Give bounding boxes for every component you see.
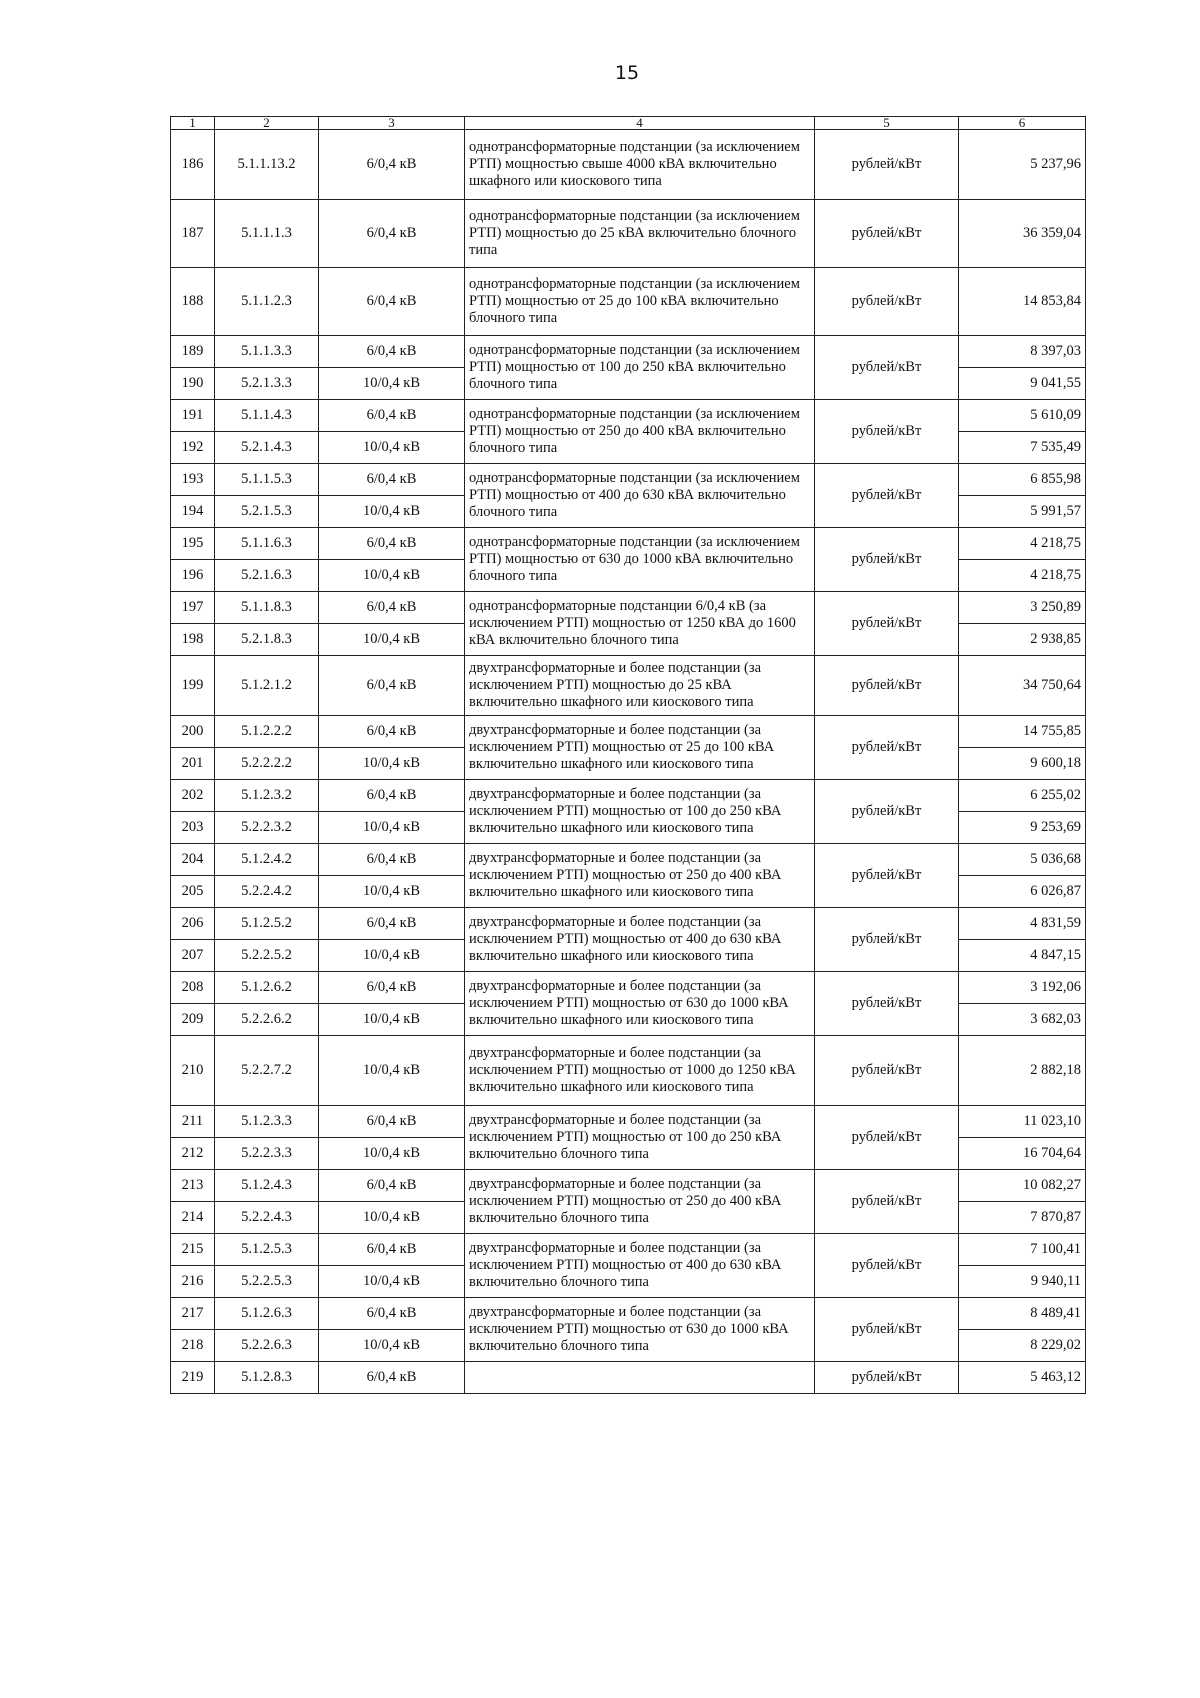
voltage-class: 10/0,4 кВ bbox=[319, 876, 465, 908]
tariff-code: 5.1.2.2.2 bbox=[215, 716, 319, 748]
tariff-code: 5.1.1.1.3 bbox=[215, 200, 319, 268]
row-number: 198 bbox=[171, 624, 215, 656]
substation-description: однотрансформаторные подстанции (за исключением РТП) мощностью от 630 до 1000 кВА включительно блочного типа bbox=[465, 528, 815, 592]
row-number: 215 bbox=[171, 1234, 215, 1266]
voltage-class: 10/0,4 кВ bbox=[319, 1036, 465, 1106]
table-row bbox=[171, 400, 1086, 432]
substation-description: однотрансформаторные подстанции (за исключением РТП) мощностью от 400 до 630 кВА включительно блочного типа bbox=[465, 464, 815, 528]
unit-of-measure: рублей/кВт bbox=[815, 1298, 959, 1362]
table-row bbox=[171, 1170, 1086, 1202]
rate-value: 5 991,57 bbox=[959, 496, 1086, 528]
rate-value: 4 847,15 bbox=[959, 940, 1086, 972]
tariff-code: 5.2.2.3.2 bbox=[215, 812, 319, 844]
voltage-class: 6/0,4 кВ bbox=[319, 780, 465, 812]
table-row bbox=[171, 716, 1086, 748]
row-number: 207 bbox=[171, 940, 215, 972]
table-row bbox=[171, 1234, 1086, 1266]
rate-value: 9 041,55 bbox=[959, 368, 1086, 400]
rate-value: 8 397,03 bbox=[959, 336, 1086, 368]
rate-value: 36 359,04 bbox=[959, 200, 1086, 268]
voltage-class: 10/0,4 кВ bbox=[319, 496, 465, 528]
rate-value: 14 755,85 bbox=[959, 716, 1086, 748]
row-number: 186 bbox=[171, 130, 215, 200]
tariff-code: 5.1.1.8.3 bbox=[215, 592, 319, 624]
row-number: 201 bbox=[171, 748, 215, 780]
rate-value: 3 192,06 bbox=[959, 972, 1086, 1004]
header-row bbox=[171, 117, 1086, 130]
rate-value: 5 463,12 bbox=[959, 1362, 1086, 1394]
tariff-code: 5.1.1.2.3 bbox=[215, 268, 319, 336]
voltage-class: 6/0,4 кВ bbox=[319, 656, 465, 716]
voltage-class: 10/0,4 кВ bbox=[319, 432, 465, 464]
voltage-class: 6/0,4 кВ bbox=[319, 1234, 465, 1266]
unit-of-measure: рублей/кВт bbox=[815, 200, 959, 268]
table-row bbox=[171, 908, 1086, 940]
rate-value: 16 704,64 bbox=[959, 1138, 1086, 1170]
table-row bbox=[171, 1362, 1086, 1394]
rate-value: 5 036,68 bbox=[959, 844, 1086, 876]
tariff-code: 5.1.2.5.3 bbox=[215, 1234, 319, 1266]
tariff-code: 5.2.2.2.2 bbox=[215, 748, 319, 780]
table-row bbox=[171, 972, 1086, 1004]
table-row bbox=[171, 592, 1086, 624]
table-row bbox=[171, 1036, 1086, 1106]
voltage-class: 6/0,4 кВ bbox=[319, 1298, 465, 1330]
tariff-code: 5.1.1.4.3 bbox=[215, 400, 319, 432]
tariff-code: 5.1.2.6.3 bbox=[215, 1298, 319, 1330]
rate-value: 7 870,87 bbox=[959, 1202, 1086, 1234]
table-row bbox=[171, 656, 1086, 716]
tariff-code: 5.1.1.3.3 bbox=[215, 336, 319, 368]
substation-description: двухтрансформаторные и более подстанции (за исключением РТП) мощностью до 25 кВА включительно шкафного или киоскового типа bbox=[465, 656, 815, 716]
voltage-class: 10/0,4 кВ bbox=[319, 1138, 465, 1170]
tariff-code: 5.1.2.4.3 bbox=[215, 1170, 319, 1202]
tariff-code: 5.1.1.5.3 bbox=[215, 464, 319, 496]
rate-value: 11 023,10 bbox=[959, 1106, 1086, 1138]
voltage-class: 10/0,4 кВ bbox=[319, 1004, 465, 1036]
unit-of-measure: рублей/кВт bbox=[815, 336, 959, 400]
unit-of-measure: рублей/кВт bbox=[815, 1234, 959, 1298]
substation-description: однотрансформаторные подстанции (за исключением РТП) мощностью свыше 4000 кВА включительно шкафного или киоскового типа bbox=[465, 130, 815, 200]
row-number: 217 bbox=[171, 1298, 215, 1330]
tariff-code: 5.1.2.3.3 bbox=[215, 1106, 319, 1138]
substation-description: однотрансформаторные подстанции (за исключением РТП) мощностью до 25 кВА включительно блочного типа bbox=[465, 200, 815, 268]
rate-value: 8 489,41 bbox=[959, 1298, 1086, 1330]
row-number: 192 bbox=[171, 432, 215, 464]
rate-value: 9 940,11 bbox=[959, 1266, 1086, 1298]
substation-description: двухтрансформаторные и более подстанции (за исключением РТП) мощностью от 25 до 100 кВА включительно шкафного или киоскового типа bbox=[465, 716, 815, 780]
row-number: 188 bbox=[171, 268, 215, 336]
voltage-class: 10/0,4 кВ bbox=[319, 1266, 465, 1298]
row-number: 213 bbox=[171, 1170, 215, 1202]
column-header: 4 bbox=[465, 117, 815, 130]
unit-of-measure: рублей/кВт bbox=[815, 464, 959, 528]
rate-value: 5 237,96 bbox=[959, 130, 1086, 200]
substation-description: однотрансформаторные подстанции (за исключением РТП) мощностью от 25 до 100 кВА включительно блочного типа bbox=[465, 268, 815, 336]
substation-description: однотрансформаторные подстанции (за исключением РТП) мощностью от 250 до 400 кВА включительно блочного типа bbox=[465, 400, 815, 464]
tariff-code: 5.1.1.6.3 bbox=[215, 528, 319, 560]
voltage-class: 6/0,4 кВ bbox=[319, 716, 465, 748]
voltage-class: 6/0,4 кВ bbox=[319, 1106, 465, 1138]
rate-value: 6 026,87 bbox=[959, 876, 1086, 908]
substation-description: двухтрансформаторные и более подстанции (за исключением РТП) мощностью от 100 до 250 кВА включительно блочного типа bbox=[465, 1106, 815, 1170]
voltage-class: 10/0,4 кВ bbox=[319, 1330, 465, 1362]
substation-description: однотрансформаторные подстанции 6/0,4 кВ (за исключением РТП) мощностью от 1250 кВА до 1600 кВА включительно блочного типа bbox=[465, 592, 815, 656]
row-number: 195 bbox=[171, 528, 215, 560]
row-number: 197 bbox=[171, 592, 215, 624]
voltage-class: 10/0,4 кВ bbox=[319, 560, 465, 592]
voltage-class: 6/0,4 кВ bbox=[319, 130, 465, 200]
table-row bbox=[171, 1298, 1086, 1330]
row-number: 218 bbox=[171, 1330, 215, 1362]
rate-value: 10 082,27 bbox=[959, 1170, 1086, 1202]
voltage-class: 6/0,4 кВ bbox=[319, 908, 465, 940]
row-number: 206 bbox=[171, 908, 215, 940]
unit-of-measure: рублей/кВт bbox=[815, 908, 959, 972]
tariff-code: 5.2.1.5.3 bbox=[215, 496, 319, 528]
column-header: 5 bbox=[815, 117, 959, 130]
table-row bbox=[171, 464, 1086, 496]
rate-value: 34 750,64 bbox=[959, 656, 1086, 716]
tariff-code: 5.1.2.6.2 bbox=[215, 972, 319, 1004]
row-number: 209 bbox=[171, 1004, 215, 1036]
table-row bbox=[171, 336, 1086, 368]
rate-value: 4 831,59 bbox=[959, 908, 1086, 940]
unit-of-measure: рублей/кВт bbox=[815, 716, 959, 780]
unit-of-measure: рублей/кВт bbox=[815, 1106, 959, 1170]
voltage-class: 6/0,4 кВ bbox=[319, 528, 465, 560]
voltage-class: 6/0,4 кВ bbox=[319, 1170, 465, 1202]
substation-description: двухтрансформаторные и более подстанции (за исключением РТП) мощностью от 400 до 630 кВА включительно шкафного или киоскового типа bbox=[465, 908, 815, 972]
rate-value: 6 255,02 bbox=[959, 780, 1086, 812]
voltage-class: 10/0,4 кВ bbox=[319, 748, 465, 780]
substation-description: двухтрансформаторные и более подстанции (за исключением РТП) мощностью от 250 до 400 кВА включительно шкафного или киоскового типа bbox=[465, 844, 815, 908]
tariff-code: 5.1.2.4.2 bbox=[215, 844, 319, 876]
rate-value: 7 100,41 bbox=[959, 1234, 1086, 1266]
row-number: 208 bbox=[171, 972, 215, 1004]
unit-of-measure: рублей/кВт bbox=[815, 1036, 959, 1106]
row-number: 194 bbox=[171, 496, 215, 528]
table-row bbox=[171, 844, 1086, 876]
voltage-class: 10/0,4 кВ bbox=[319, 1202, 465, 1234]
row-number: 210 bbox=[171, 1036, 215, 1106]
voltage-class: 10/0,4 кВ bbox=[319, 368, 465, 400]
rate-value: 3 682,03 bbox=[959, 1004, 1086, 1036]
rate-value: 9 253,69 bbox=[959, 812, 1086, 844]
table-row bbox=[171, 200, 1086, 268]
tariff-table bbox=[170, 116, 1086, 1394]
substation-description: двухтрансформаторные и более подстанции (за исключением РТП) мощностью от 250 до 400 кВА включительно блочного типа bbox=[465, 1170, 815, 1234]
row-number: 205 bbox=[171, 876, 215, 908]
tariff-code: 5.1.2.1.2 bbox=[215, 656, 319, 716]
unit-of-measure: рублей/кВт bbox=[815, 130, 959, 200]
row-number: 202 bbox=[171, 780, 215, 812]
row-number: 216 bbox=[171, 1266, 215, 1298]
unit-of-measure: рублей/кВт bbox=[815, 972, 959, 1036]
substation-description: двухтрансформаторные и более подстанции (за исключением РТП) мощностью от 630 до 1000 кВА включительно шкафного или киоскового типа bbox=[465, 972, 815, 1036]
voltage-class: 6/0,4 кВ bbox=[319, 336, 465, 368]
rate-value: 14 853,84 bbox=[959, 268, 1086, 336]
unit-of-measure: рублей/кВт bbox=[815, 400, 959, 464]
row-number: 187 bbox=[171, 200, 215, 268]
row-number: 196 bbox=[171, 560, 215, 592]
rate-value: 9 600,18 bbox=[959, 748, 1086, 780]
column-header: 2 bbox=[215, 117, 319, 130]
unit-of-measure: рублей/кВт bbox=[815, 1362, 959, 1394]
voltage-class: 10/0,4 кВ bbox=[319, 812, 465, 844]
unit-of-measure: рублей/кВт bbox=[815, 656, 959, 716]
voltage-class: 6/0,4 кВ bbox=[319, 464, 465, 496]
tariff-code: 5.2.2.4.3 bbox=[215, 1202, 319, 1234]
row-number: 189 bbox=[171, 336, 215, 368]
substation-description: однотрансформаторные подстанции (за исключением РТП) мощностью от 100 до 250 кВА включительно блочного типа bbox=[465, 336, 815, 400]
row-number: 219 bbox=[171, 1362, 215, 1394]
unit-of-measure: рублей/кВт bbox=[815, 1170, 959, 1234]
voltage-class: 6/0,4 кВ bbox=[319, 400, 465, 432]
unit-of-measure: рублей/кВт bbox=[815, 780, 959, 844]
rate-value: 6 855,98 bbox=[959, 464, 1086, 496]
table-row bbox=[171, 528, 1086, 560]
tariff-code: 5.1.1.13.2 bbox=[215, 130, 319, 200]
tariff-code: 5.1.2.8.3 bbox=[215, 1362, 319, 1394]
tariff-code: 5.2.2.6.3 bbox=[215, 1330, 319, 1362]
unit-of-measure: рублей/кВт bbox=[815, 592, 959, 656]
column-header: 6 bbox=[959, 117, 1086, 130]
voltage-class: 6/0,4 кВ bbox=[319, 268, 465, 336]
tariff-code: 5.2.1.6.3 bbox=[215, 560, 319, 592]
substation-description: двухтрансформаторные и более подстанции (за исключением РТП) мощностью от 630 до 1000 кВА включительно блочного типа bbox=[465, 1298, 815, 1362]
voltage-class: 6/0,4 кВ bbox=[319, 972, 465, 1004]
row-number: 211 bbox=[171, 1106, 215, 1138]
tariff-code: 5.2.1.3.3 bbox=[215, 368, 319, 400]
voltage-class: 10/0,4 кВ bbox=[319, 624, 465, 656]
row-number: 191 bbox=[171, 400, 215, 432]
row-number: 190 bbox=[171, 368, 215, 400]
voltage-class: 6/0,4 кВ bbox=[319, 1362, 465, 1394]
rate-value: 8 229,02 bbox=[959, 1330, 1086, 1362]
substation-description: двухтрансформаторные и более подстанции (за исключением РТП) мощностью от 400 до 630 кВА включительно блочного типа bbox=[465, 1234, 815, 1298]
column-header: 3 bbox=[319, 117, 465, 130]
tariff-code: 5.2.2.6.2 bbox=[215, 1004, 319, 1036]
tariff-code: 5.2.2.7.2 bbox=[215, 1036, 319, 1106]
voltage-class: 10/0,4 кВ bbox=[319, 940, 465, 972]
substation-description bbox=[465, 1362, 815, 1394]
row-number: 200 bbox=[171, 716, 215, 748]
tariff-code: 5.2.2.5.3 bbox=[215, 1266, 319, 1298]
row-number: 199 bbox=[171, 656, 215, 716]
row-number: 193 bbox=[171, 464, 215, 496]
column-header: 1 bbox=[171, 117, 215, 130]
unit-of-measure: рублей/кВт bbox=[815, 528, 959, 592]
rate-value: 3 250,89 bbox=[959, 592, 1086, 624]
substation-description: двухтрансформаторные и более подстанции (за исключением РТП) мощностью от 1000 до 1250 кВА включительно шкафного или киоскового типа bbox=[465, 1036, 815, 1106]
voltage-class: 6/0,4 кВ bbox=[319, 200, 465, 268]
table-row bbox=[171, 268, 1086, 336]
tariff-code: 5.1.2.5.2 bbox=[215, 908, 319, 940]
rate-value: 5 610,09 bbox=[959, 400, 1086, 432]
unit-of-measure: рублей/кВт bbox=[815, 268, 959, 336]
rate-value: 4 218,75 bbox=[959, 560, 1086, 592]
voltage-class: 6/0,4 кВ bbox=[319, 844, 465, 876]
tariff-code: 5.1.2.3.2 bbox=[215, 780, 319, 812]
tariff-code: 5.2.2.3.3 bbox=[215, 1138, 319, 1170]
table-row bbox=[171, 780, 1086, 812]
tariff-code: 5.2.2.4.2 bbox=[215, 876, 319, 908]
row-number: 203 bbox=[171, 812, 215, 844]
rate-value: 7 535,49 bbox=[959, 432, 1086, 464]
row-number: 204 bbox=[171, 844, 215, 876]
tariff-code: 5.2.2.5.2 bbox=[215, 940, 319, 972]
tariff-code: 5.2.1.8.3 bbox=[215, 624, 319, 656]
table-row bbox=[171, 1106, 1086, 1138]
table-row bbox=[171, 130, 1086, 200]
voltage-class: 6/0,4 кВ bbox=[319, 592, 465, 624]
rate-value: 4 218,75 bbox=[959, 528, 1086, 560]
row-number: 214 bbox=[171, 1202, 215, 1234]
substation-description: двухтрансформаторные и более подстанции (за исключением РТП) мощностью от 100 до 250 кВА включительно шкафного или киоскового типа bbox=[465, 780, 815, 844]
page-number: 15 bbox=[614, 62, 640, 84]
unit-of-measure: рублей/кВт bbox=[815, 844, 959, 908]
tariff-code: 5.2.1.4.3 bbox=[215, 432, 319, 464]
rate-value: 2 882,18 bbox=[959, 1036, 1086, 1106]
row-number: 212 bbox=[171, 1138, 215, 1170]
rate-value: 2 938,85 bbox=[959, 624, 1086, 656]
